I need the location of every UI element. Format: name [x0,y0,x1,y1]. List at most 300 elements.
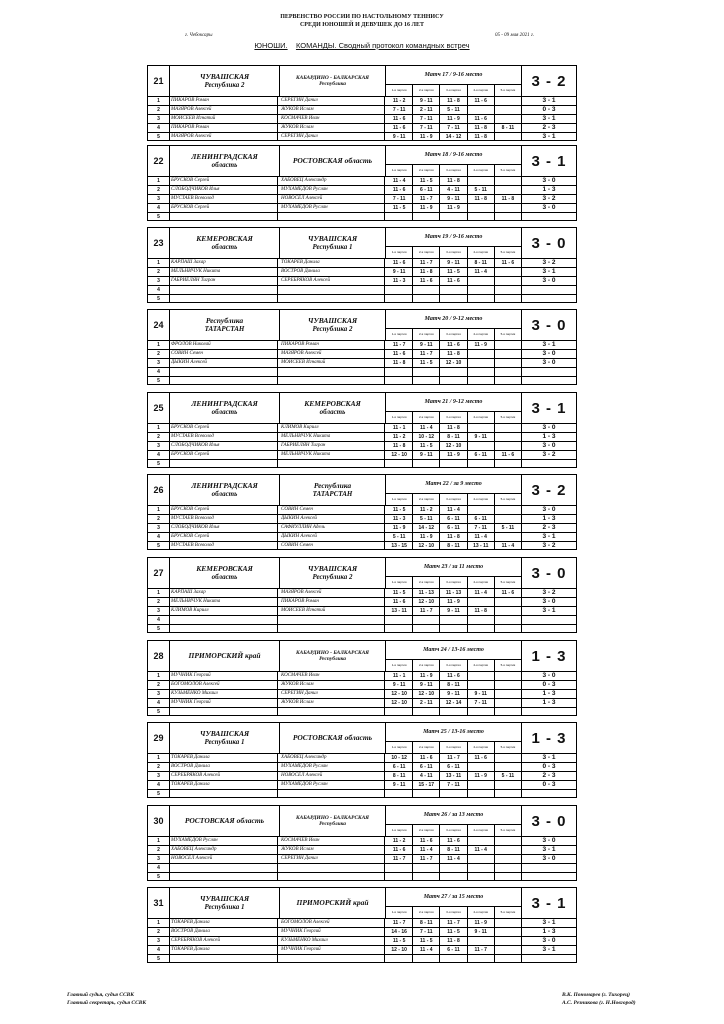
game-number: 3 [148,442,170,450]
set-scores [386,286,522,294]
set-score: 9 - 11 [440,195,467,203]
game-result: 3 - 0 [542,277,556,284]
set-score [468,873,495,881]
game-number: 3 [148,772,170,780]
player-b: НОВОСЕЛ Алексей [281,195,385,203]
set-score [440,368,467,376]
game-result: 3 - 0 [542,598,556,605]
team-a-line1: ЛЕНИНГРАДСКАЯ [191,480,258,490]
game-row [148,268,576,277]
set-score: 7 - 11 [386,106,413,114]
match-title: Матч 22 / за 9 место [386,475,521,494]
set-score: 11 - 2 [386,97,413,105]
player-b: ЖУКОВ Ислам [281,681,385,689]
set-score: 11 - 5 [440,928,467,936]
set-scores [386,213,522,221]
set-scores [386,177,522,185]
set-scores [386,106,522,114]
set-score [468,855,495,863]
player-a [171,873,278,881]
set-score [413,873,440,881]
match-block [147,65,577,141]
set-score: 11 - 5 [386,204,413,212]
set-score: 8 - 11 [413,919,440,927]
set-score [468,955,495,963]
game-number: 1 [148,919,170,927]
game-number: 1 [148,97,170,105]
player-a [171,286,278,294]
player-a: ГАБРИЕЛЯН Тигран [171,277,278,285]
game-row [148,790,576,799]
game-row [148,873,576,882]
set-score: 11 - 8 [440,937,467,945]
set-score: 6 - 11 [440,763,467,771]
team-b-name [280,558,386,588]
game-row [148,442,576,451]
player-a: СЛОБОДЧИКОВ Илья [171,186,278,194]
game-result: 1 - 3 [542,690,556,697]
team-b-line2: Республика 2 [312,573,353,582]
set-labels [386,85,521,96]
set-score: 9 - 11 [386,681,413,689]
team-a-line2: область [211,573,238,582]
set-score: 13 - 11 [440,772,467,780]
set-score [468,460,495,468]
set-score [413,790,440,798]
set-score [468,708,495,716]
set-score [413,708,440,716]
player-b: ПИКАРОВ Роман [281,341,385,349]
set-score [495,186,521,194]
set-label: 2-я партия [413,825,440,836]
player-a [171,295,278,303]
set-score: 11 - 6 [501,260,515,266]
set-score: 11 - 6 [501,452,515,458]
match-block [147,805,577,881]
game-result: 3 - 1 [542,946,556,953]
match-block [147,227,577,303]
match-title: Матч 23 / за 11 место [386,558,521,577]
set-score: 11 - 8 [386,359,413,367]
match-block [147,887,577,963]
set-scores [386,864,522,872]
player-b: ВОСТРОВ Данила [281,268,385,276]
team-a-name [170,475,280,505]
game-number: 5 [148,625,170,633]
set-score [495,213,521,221]
game-number: 2 [148,598,170,606]
set-score: 11 - 6 [468,115,495,123]
player-a: МЕЛЬНИЧУК Никита [171,268,278,276]
game-row [148,341,576,350]
game-row [148,359,576,368]
player-a: БРУСКОВ Сергей [171,424,278,432]
set-score: 7 - 11 [440,781,467,789]
set-score [495,97,521,105]
player-a: ПИКАРОВ Роман [171,97,278,105]
game-number: 1 [148,177,170,185]
game-result: 3 - 0 [542,442,556,449]
team-b-line2: Республика [319,81,346,87]
game-number: 2 [148,681,170,689]
set-score [495,625,521,633]
set-score [468,368,495,376]
player-a: ДЫКИН Алексей [171,359,278,367]
set-score [386,213,413,221]
player-b [281,460,385,468]
set-label: 3-я партия [440,907,467,918]
set-scores [386,772,522,780]
match-title: Матч 18 / 9-16 место [386,146,521,165]
set-score [495,846,521,854]
set-scores [386,873,522,881]
set-score: 11 - 4 [440,855,467,863]
match-number: 27 [148,558,170,588]
set-scores [386,442,522,450]
player-a: КАРПАШ Захар [171,589,278,597]
set-score: 10 - 12 [386,754,413,762]
set-score [495,690,521,698]
player-b: КОСМАЧЕВ Иван [281,672,385,680]
set-score: 9 - 11 [440,259,467,267]
set-score [413,955,440,963]
set-scores [386,708,522,716]
set-label: 3-я партия [440,660,467,671]
set-label: 2-я партия [413,742,440,753]
player-b: ЖУКОВ Ислам [281,124,385,132]
game-number: 1 [148,754,170,762]
set-score [440,708,467,716]
game-result: 1 - 3 [542,433,556,440]
game-number: 4 [148,368,170,376]
game-number: 3 [148,855,170,863]
game-number: 1 [148,506,170,514]
player-b: МУЧНИК Георгий [281,928,385,936]
set-score [413,213,440,221]
team-a-line2: Республика 1 [204,738,245,747]
game-row [148,937,576,946]
match-title: Матч 17 / 9-16 место [386,66,521,85]
set-label: 2-я партия [413,165,440,176]
set-scores [386,115,522,123]
team-b-name [280,66,386,96]
set-label: 2-я партия [413,85,440,96]
set-scores [386,763,522,771]
set-label: 4-я партия [468,412,495,423]
set-scores [386,781,522,789]
set-score [386,460,413,468]
set-score: 12 - 10 [386,451,413,459]
set-score: 11 - 6 [386,259,413,267]
game-number: 4 [148,204,170,212]
doc-title-line1: ПЕРВЕНСТВО РОССИИ ПО НАСТОЛЬНОМУ ТЕННИСУ [280,14,444,20]
game-result: 3 - 0 [542,350,556,357]
set-label: 5-я партия [500,415,516,419]
set-score: 11 - 7 [440,754,467,762]
set-score [495,460,521,468]
team-a-line1: ЛЕНИНГРАДСКАЯ [191,151,258,161]
set-score: 7 - 11 [440,124,467,132]
player-b [281,213,385,221]
set-label: 5-я партия [500,250,516,254]
set-score: 9 - 11 [468,433,495,441]
set-score [468,106,495,114]
match-title: Матч 25 / 13-16 место [386,723,521,742]
set-score: 7 - 11 [413,115,440,123]
set-score [386,625,413,633]
player-a: МУХАМЕДОВ Руслан [171,837,278,845]
set-label: 1-я партия [386,412,413,423]
game-result: 3 - 1 [542,341,556,348]
game-result: 1 - 3 [542,186,556,193]
game-number: 2 [148,106,170,114]
set-scores [386,533,522,541]
game-number: 1 [148,589,170,597]
set-scores [386,133,522,141]
set-score [468,837,495,845]
match-block [147,557,577,633]
set-score [495,286,521,294]
game-number: 4 [148,451,170,459]
set-score [440,864,467,872]
set-score [386,295,413,303]
set-label: 2-я партия [413,329,440,340]
set-score: 8 - 11 [440,681,467,689]
player-b: МУХАМЕДОВ Руслан [281,763,385,771]
player-b: МАЗЯРОВ Алексей [281,589,385,597]
game-number: 3 [148,195,170,203]
set-label: 4-я партия [468,329,495,340]
set-scores [386,97,522,105]
set-score: 6 - 11 [440,524,467,532]
match-number: 26 [148,475,170,505]
player-b: СОВИН Семен [281,506,385,514]
set-score: 14 - 12 [413,524,440,532]
match-block [147,309,577,385]
team-a-line2: область [211,161,238,170]
set-score [495,708,521,716]
set-score [468,625,495,633]
set-score: 11 - 6 [386,124,413,132]
game-row [148,377,576,386]
set-score [495,928,521,936]
game-row [148,204,576,213]
set-label: 4-я партия [468,825,495,836]
set-scores [386,259,522,267]
set-score: 2 - 11 [413,106,440,114]
set-score: 4 - 11 [413,772,440,780]
set-score: 11 - 9 [413,672,440,680]
set-score: 11 - 4 [440,506,467,514]
player-a [171,460,278,468]
set-score [495,133,521,141]
game-number: 1 [148,672,170,680]
player-b: СЕРЕБРЯКОВ Алексей [281,277,385,285]
set-scores [386,955,522,963]
player-a: ВОСТРОВ Данила [171,928,278,936]
match-score: 3 - 1 [531,152,567,170]
player-b: МАЗЯРОВ Алексей [281,350,385,358]
set-score: 9 - 11 [468,928,495,936]
match-title: Матч 20 / 9-12 место [386,310,521,329]
set-score [386,864,413,872]
set-scores [386,625,522,633]
set-score: 5 - 11 [468,186,495,194]
match-number: 23 [148,228,170,258]
set-score: 5 - 11 [501,525,515,531]
match-number: 29 [148,723,170,753]
game-row [148,106,576,115]
team-a-name [170,806,280,836]
game-number: 5 [148,873,170,881]
match-block [147,640,577,716]
player-b: МУХАМЕДОВ Руслан [281,781,385,789]
player-b [281,873,385,881]
game-number: 5 [148,133,170,141]
player-a [171,377,278,385]
match-number: 30 [148,806,170,836]
set-score: 11 - 2 [386,837,413,845]
set-score [468,672,495,680]
player-a: МУСТАЕВ Всеволод [171,515,278,523]
set-score: 11 - 4 [468,533,495,541]
match-info [386,888,522,918]
set-label: 5-я партия [500,580,516,584]
set-score: 11 - 5 [413,359,440,367]
dates-label: 05 - 09 мая 2021 г. [495,33,535,38]
set-score: 14 - 12 [440,133,467,141]
set-score: 8 - 11 [386,772,413,780]
set-scores [386,433,522,441]
game-number: 5 [148,377,170,385]
set-score: 7 - 11 [468,699,495,707]
player-a: МУСТАЕВ Всеволод [171,542,278,550]
set-scores [386,268,522,276]
set-score [495,937,521,945]
game-result [522,790,576,798]
player-b: ЖУКОВ Ислам [281,106,385,114]
set-score [440,286,467,294]
set-score: 6 - 11 [440,515,467,523]
set-scores [386,368,522,376]
player-a: ТОКАРЕВ Данила [171,946,278,954]
set-label: 1-я партия [386,494,413,505]
set-labels [386,412,521,423]
game-result: 3 - 0 [542,672,556,679]
set-labels [386,825,521,836]
game-row [148,690,576,699]
match-info [386,806,522,836]
team-b-line1: ЧУВАШСКАЯ [307,233,358,243]
set-label: 2-я партия [413,247,440,258]
set-score [440,213,467,221]
set-scores [386,195,522,203]
set-score: 5 - 11 [386,533,413,541]
team-b-line2: Республика 1 [312,243,353,252]
team-a-line1: ЧУВАШСКАЯ [199,893,250,903]
set-labels [386,165,521,176]
footer-chief-judge [67,991,146,1007]
player-b: СЕРЕГИН Данил [281,690,385,698]
player-a: БРУСКОВ Сергей [171,204,278,212]
game-number: 1 [148,341,170,349]
set-score [495,616,521,624]
set-score: 5 - 11 [501,773,515,779]
set-score [495,837,521,845]
game-row [148,115,576,124]
subtitle-text: КОМАНДЫ. Сводный протокол командных встреч [295,41,470,50]
match-score: 3 - 2 [531,72,567,90]
game-row [148,598,576,607]
game-row [148,506,576,515]
match-block [147,722,577,798]
set-score: 8 - 11 [468,259,495,267]
match-info [386,723,522,753]
set-scores [386,359,522,367]
game-row [148,864,576,873]
set-scores [386,515,522,523]
game-number: 4 [148,699,170,707]
game-result: 2 - 3 [542,124,556,131]
match-header [148,475,576,506]
player-b [281,790,385,798]
set-score [468,359,495,367]
game-result: 0 - 3 [542,763,556,770]
game-result: 3 - 1 [542,268,556,275]
game-row [148,533,576,542]
set-score: 11 - 6 [440,672,467,680]
game-result: 1 - 3 [542,515,556,522]
set-scores [386,699,522,707]
set-score: 9 - 11 [413,97,440,105]
set-score [413,286,440,294]
set-score: 9 - 11 [468,690,495,698]
game-number: 4 [148,616,170,624]
player-b: ПИКАРОВ Роман [281,598,385,606]
set-label: 3-я партия [440,165,467,176]
game-number: 3 [148,607,170,615]
game-number: 2 [148,515,170,523]
player-a [171,955,278,963]
player-a [171,616,278,624]
set-score: 7 - 11 [386,195,413,203]
set-score [386,377,413,385]
set-score: 11 - 6 [440,341,467,349]
game-row [148,460,576,469]
game-result [522,460,576,468]
set-label: 5-я партия [500,332,516,336]
set-score: 11 - 4 [413,424,440,432]
set-score: 11 - 6 [386,846,413,854]
set-labels [386,660,521,671]
set-label: 5-я партия [500,910,516,914]
match-block [147,474,577,550]
set-score: 11 - 9 [440,115,467,123]
player-a: ВОСТРОВ Данила [171,763,278,771]
player-a: КАРПАШ Захар [171,259,278,267]
game-result [522,864,576,872]
set-score: 11 - 5 [413,177,440,185]
team-a-line1: ПРИМОРСКИЙ край [188,650,261,660]
set-label: 2-я партия [413,660,440,671]
player-a: СЕРЕБРЯКОВ Алексей [171,937,278,945]
set-score: 11 - 8 [468,607,495,615]
game-row [148,919,576,928]
player-b: МУХАМЕДОВ Руслан [281,186,385,194]
protocol-subtitle [0,41,724,50]
match-header [148,146,576,177]
chief-secretary-label: Главный секретарь, судья ССВК [67,1000,147,1006]
